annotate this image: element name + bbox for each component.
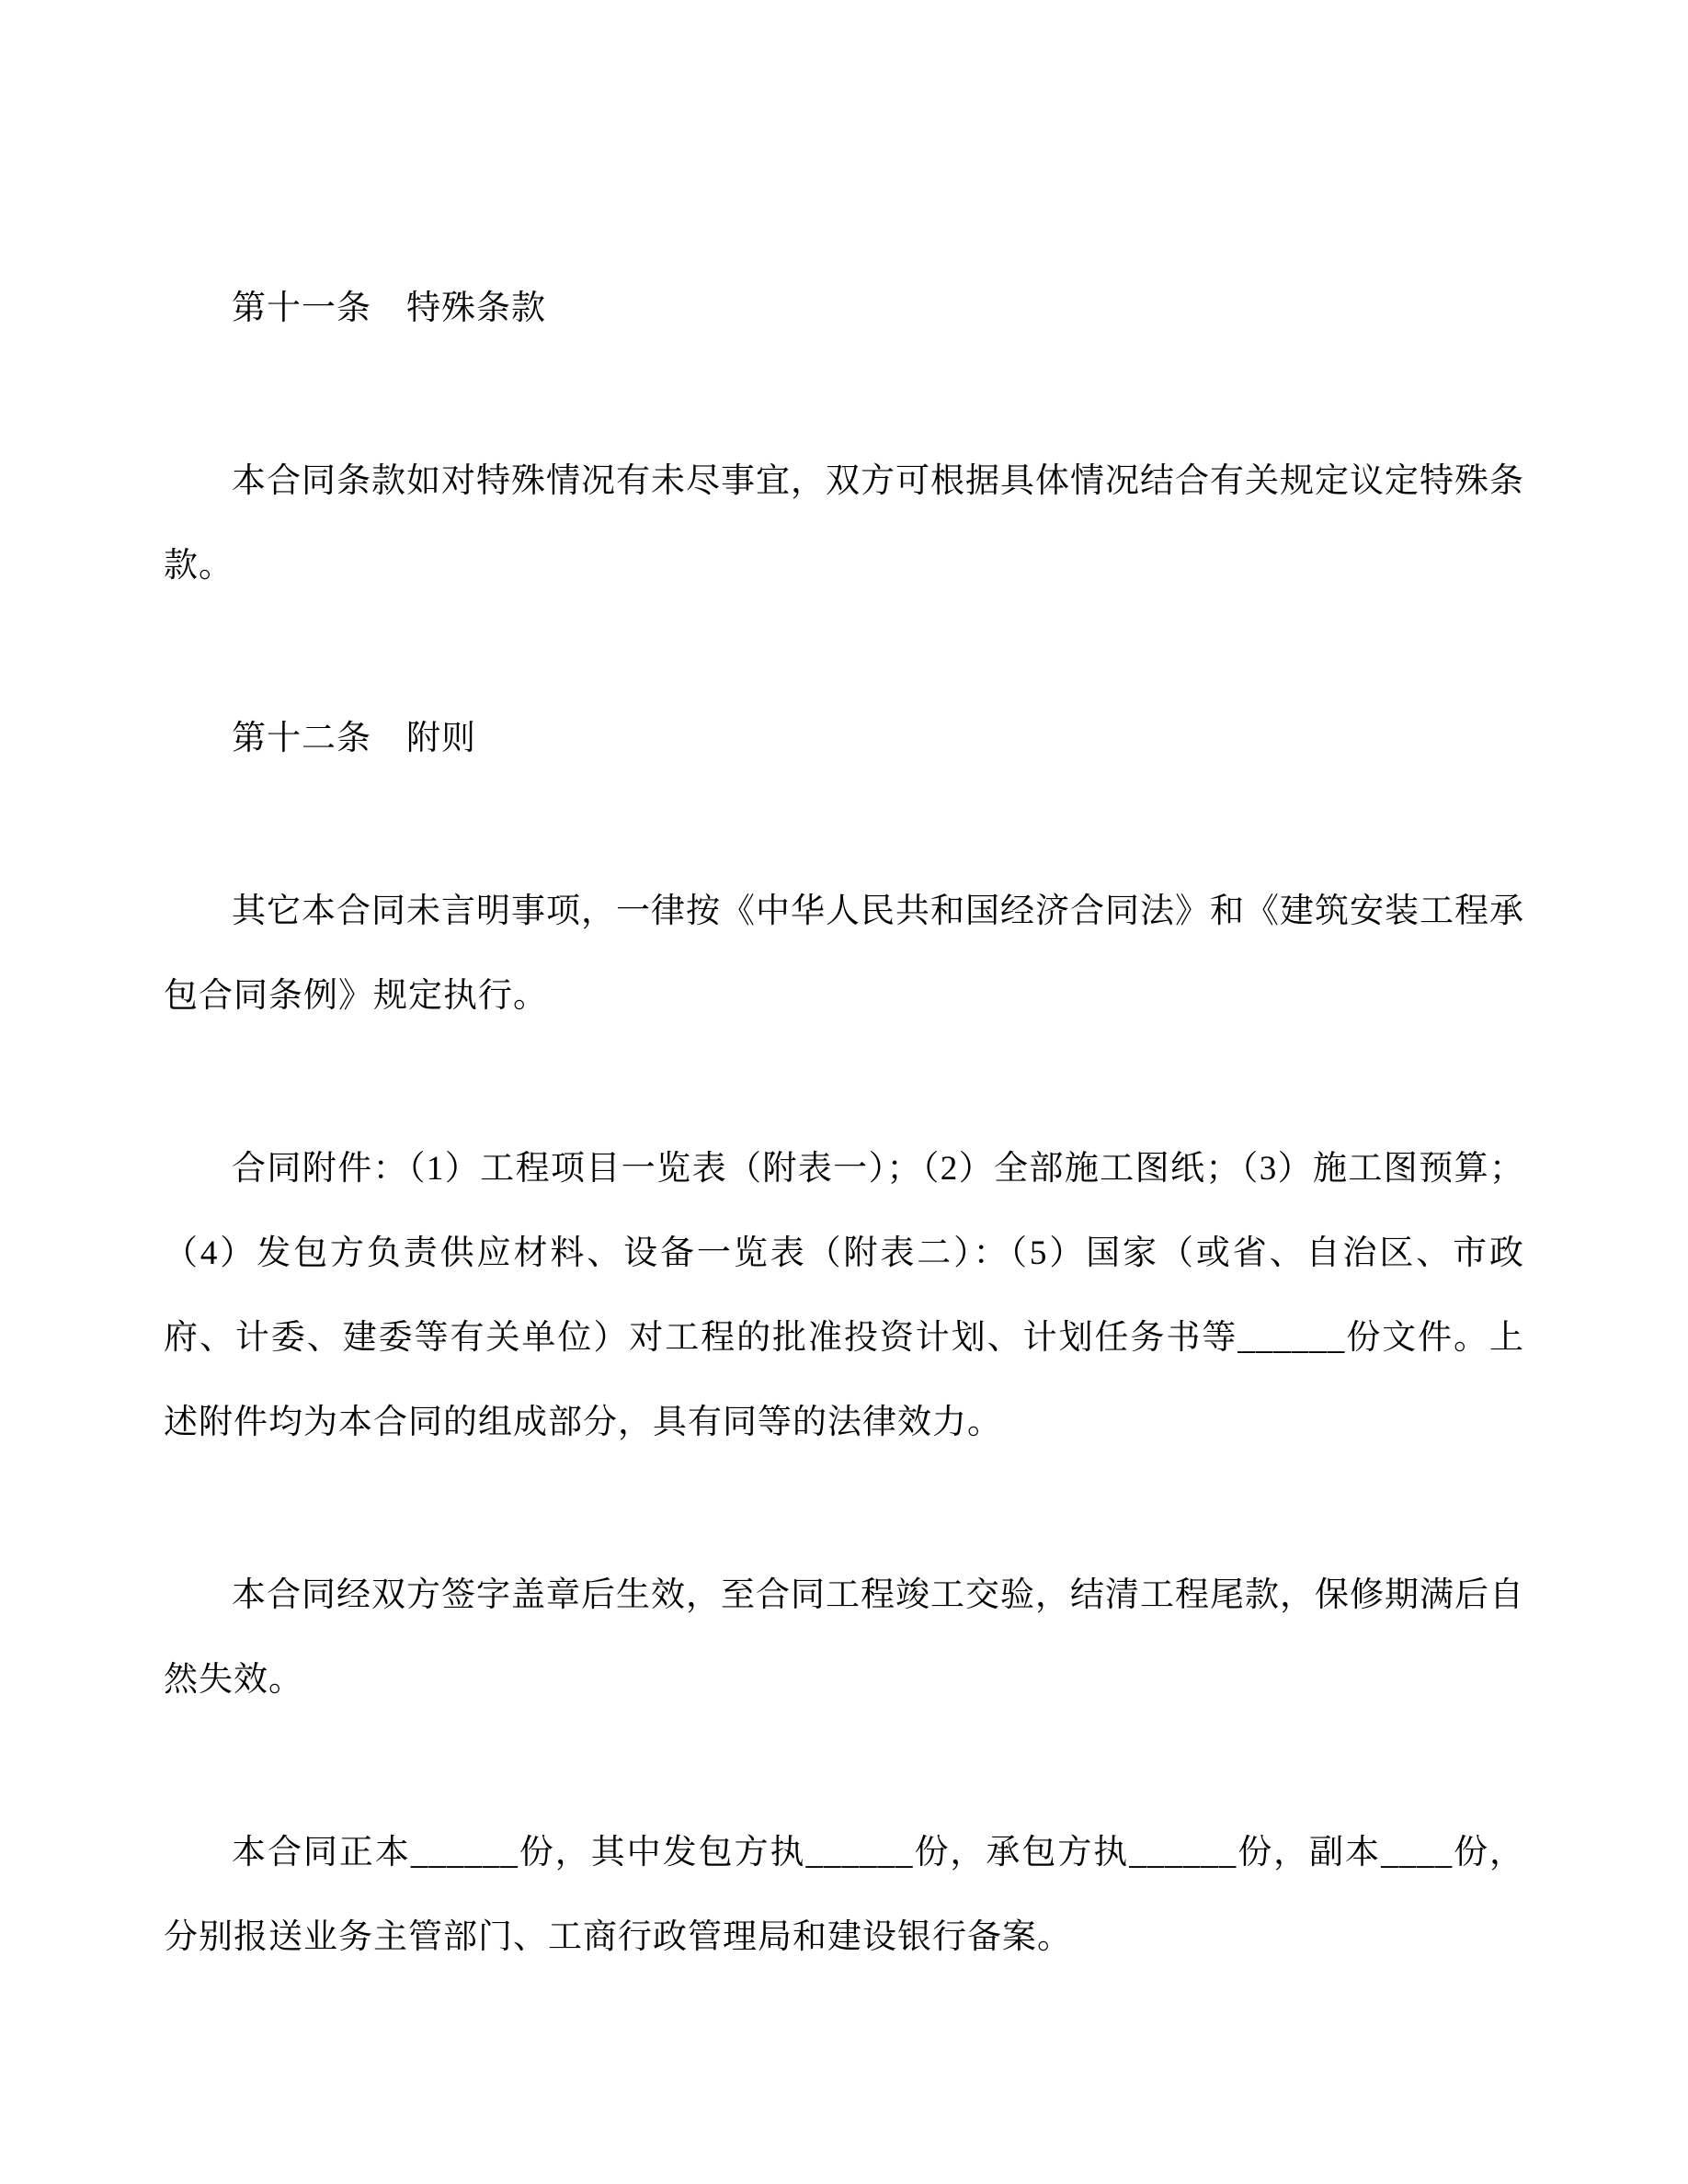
article-11-heading: 第十一条 特殊条款: [232, 290, 546, 327]
article-12-heading: 第十二条 附则: [232, 720, 476, 757]
paragraph-governing-law: 其它本合同未言明事项，一律按《中华人民共和国经济合同法》和《建筑安装工程承包合同条例》规定执行。: [164, 893, 1524, 1015]
paragraph-special-clauses: 本合同条款如对特殊情况有未尽事宜，双方可根据具体情况结合有关规定议定特殊条款。: [164, 462, 1524, 585]
paragraph-contract-attachments: 合同附件：（1）工程项目一览表（附表一）；（2）全部施工图纸；（3）施工图预算；（4）发包方负责供应材料、设备一览表（附表二）：（5）国家（或省、自治区、市政府、计委、建委等有关单位）对工程的批准投资计划、计划任务书等______份文件。上述附件均为本合同的组成部分，具有同等的法律效力。: [164, 1150, 1524, 1441]
paragraph-contract-copies: 本合同正本______份，其中发包方执______份，承包方执______份，副本____份，分别报送业务主管部门、工商行政管理局和建设银行备案。: [164, 1834, 1524, 1956]
paragraph-effectiveness: 本合同经双方签字盖章后生效，至合同工程竣工交验，结清工程尾款，保修期满后自然失效。: [164, 1576, 1524, 1699]
